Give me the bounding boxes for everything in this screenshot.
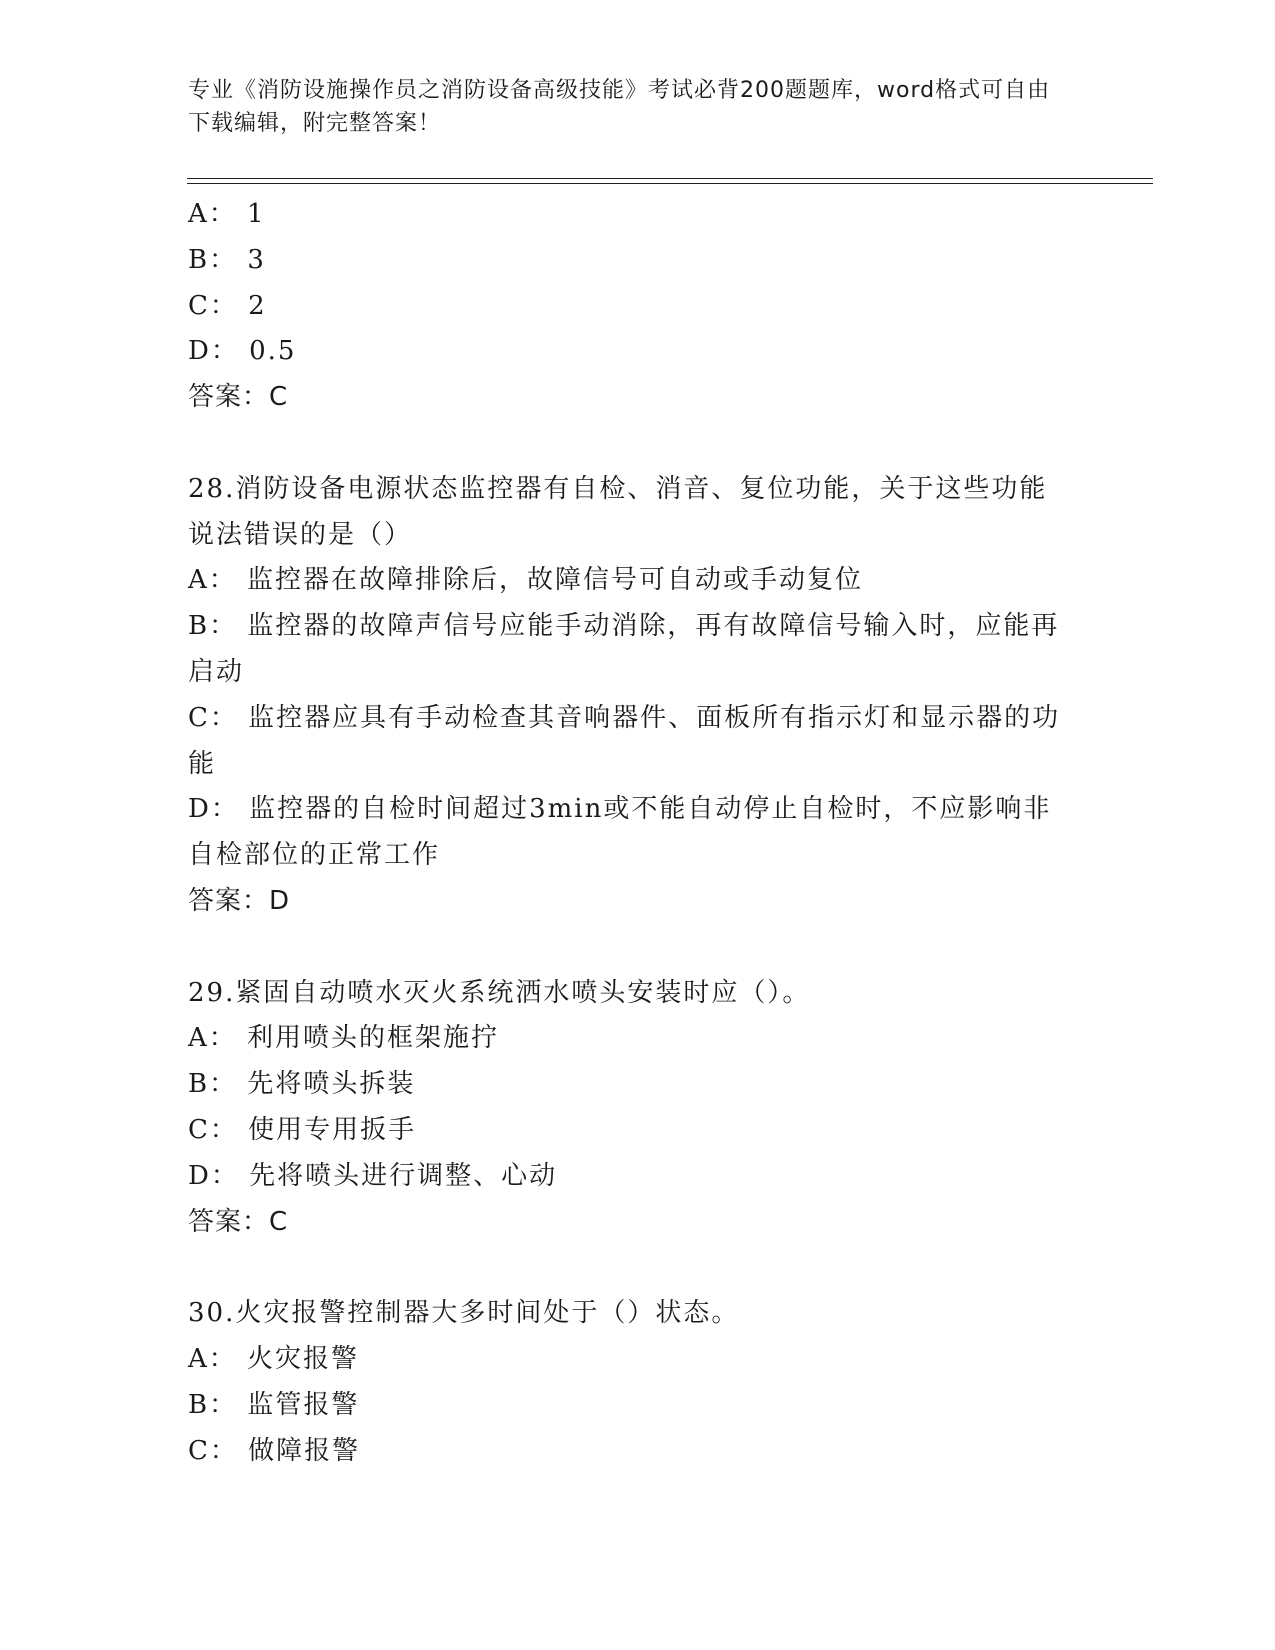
document-header: 专业《消防设施操作员之消防设备高级技能》考试必背200题题库，word格式可自由下载编辑，附完整答案！ (188, 78, 1051, 136)
option-b: B： 监管报警 (188, 1389, 360, 1420)
option-d-continued: 自检部位的正常工作 (188, 840, 441, 871)
spacer (188, 925, 1088, 971)
answer: 答案：D (188, 885, 291, 916)
question-stem: 29.紧固自动喷水灭火系统洒水喷头安装时应（）。 (188, 977, 811, 1008)
answer: 答案：C (188, 382, 289, 413)
option-d: D： 0.5 (188, 336, 297, 367)
answer: 答案：C (188, 1206, 289, 1237)
option-a: A： 火灾报警 (188, 1343, 360, 1374)
question-stem: 28.消防设备电源状态监控器有自检、消音、复位功能，关于这些功能 (188, 473, 1048, 504)
option-b-continued: 启动 (188, 656, 245, 687)
question-stem: 30.火灾报警控制器大多时间处于（）状态。 (188, 1298, 740, 1329)
option-a: A： 利用喷头的框架施拧 (188, 1023, 500, 1054)
option-d: D： 监控器的自检时间超过3min或不能自动停止自检时，不应影响非 (188, 794, 1052, 825)
header-rule-bottom (187, 183, 1153, 184)
option-c: C： 使用专用扳手 (188, 1114, 417, 1145)
option-b: B： 监控器的故障声信号应能手动消除，再有故障信号输入时，应能再 (188, 611, 1060, 642)
option-c: C： 做障报警 (188, 1435, 361, 1466)
option-c: C： 2 (188, 290, 267, 321)
option-c: C： 监控器应具有手动检查其音响器件、面板所有指示灯和显示器的功 (188, 702, 1061, 733)
option-d: D： 先将喷头进行调整、心动 (188, 1160, 558, 1191)
question-28-block (188, 467, 1088, 925)
question-30-block (188, 1291, 1088, 1474)
option-a: A： 1 (188, 199, 266, 229)
spacer (188, 1245, 1088, 1291)
option-b: B： 先将喷头拆装 (188, 1069, 416, 1100)
option-c-continued: 能 (188, 748, 217, 779)
option-b: B： 3 (188, 244, 266, 275)
question-stem-continued: 说法错误的是（） (188, 519, 413, 550)
question-content (188, 192, 1088, 1474)
spacer (188, 421, 1088, 467)
header-rule-top (187, 178, 1153, 179)
option-a: A： 监控器在故障排除后，故障信号可自动或手动复位 (188, 565, 864, 596)
question-29-block (188, 971, 1088, 1246)
question-27-block (188, 192, 1088, 421)
